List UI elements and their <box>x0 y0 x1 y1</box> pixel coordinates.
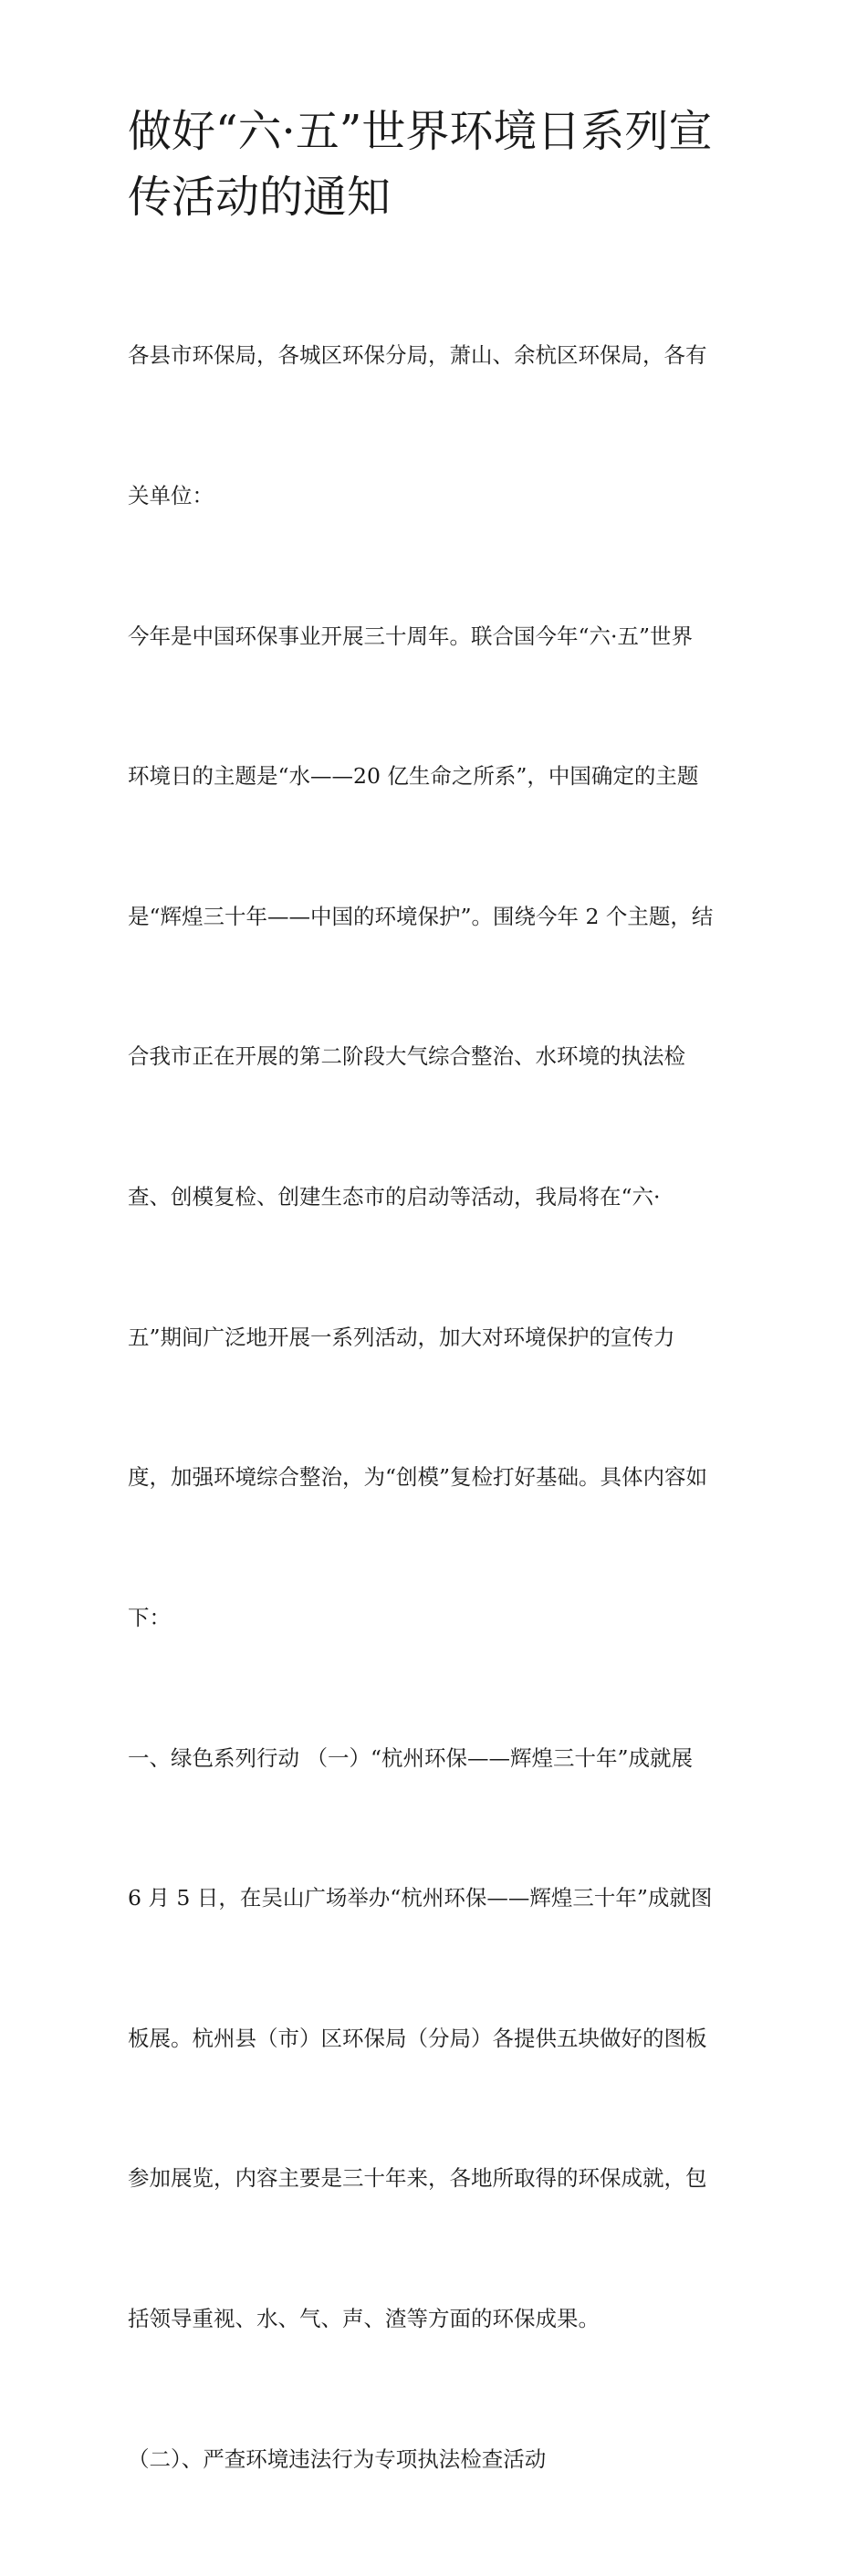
title-line: 传活动的通知 <box>128 172 392 223</box>
body-line: 关单位： <box>128 483 214 509</box>
body-line: 6 月 5 日，在吴山广场举办“杭州环保——辉煌三十年”成就图 <box>128 1885 713 1911</box>
body-line: 今年是中国环保事业开展三十周年。联合国今年“六·五”世界 <box>128 623 693 649</box>
title-line: 做好“六·五”世界环境日系列宣 <box>128 106 713 157</box>
body-line: 各县市环保局，各城区环保分局，萧山、余杭区环保局，各有 <box>128 342 707 369</box>
body-line: 度，加强环境综合整治，为“创模”复检打好基础。具体内容如 <box>128 1464 708 1491</box>
section-heading: （二）、严查环境违法行为专项执法检查活动 <box>128 2445 547 2472</box>
body-line: 下： <box>128 1604 171 1630</box>
body-line: 板展。杭州县（市）区环保局（分局）各提供五块做好的图板 <box>128 2025 707 2051</box>
body-line: 参加展览，内容主要是三十年来，各地所取得的环保成就，包 <box>128 2165 707 2192</box>
body-line: 环境日的主题是“水——20 亿生命之所系”，中国确定的主题 <box>128 763 699 790</box>
body-line: 五”期间广泛地开展一系列活动，加大对环境保护的宣传力 <box>128 1324 675 1350</box>
document-body <box>128 239 748 2576</box>
body-line: 是“辉煌三十年——中国的环境保护”。围绕今年 2 个主题，结 <box>128 903 714 929</box>
document-title <box>128 99 748 230</box>
body-line: 查、创模复检、创建生态市的启动等活动，我局将在“六· <box>128 1184 661 1210</box>
body-line: 合我市正在开展的第二阶段大气综合整治、水环境的执法检 <box>128 1043 685 1070</box>
section-heading: 一、绿色系列行动 （一）“杭州环保——辉煌三十年”成就展 <box>128 1744 693 1771</box>
body-line: 括领导重视、水、气、声、渣等方面的环保成果。 <box>128 2305 600 2331</box>
document-page <box>128 99 748 2576</box>
